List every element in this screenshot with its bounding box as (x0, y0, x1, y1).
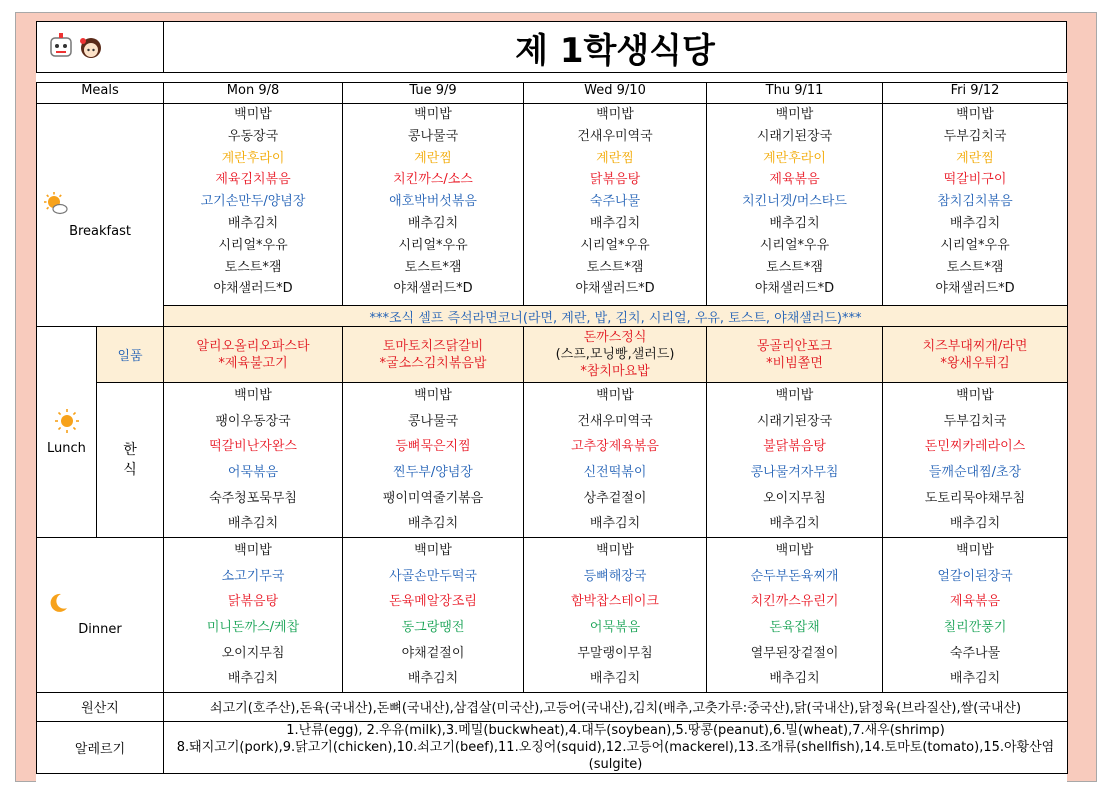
hansik-tue (343, 383, 524, 538)
ilpum-line: *왕새우튀김 (940, 355, 1010, 371)
menu-item: 배추김치 (769, 671, 820, 687)
dinner-row (37, 538, 1068, 693)
menu-item: 사골손만두떡국 (389, 568, 477, 584)
menu-item: 시래기된장국 (756, 413, 833, 429)
menu-item: 계란후라이 (221, 150, 285, 166)
menu-item: 야채샐러드*D (213, 281, 293, 297)
menu-item: 배추김치 (589, 516, 641, 532)
ilpum-line: *참치마요밥 (580, 364, 650, 379)
menu-item: 숙주나물 (589, 194, 641, 210)
hansik-thu (707, 383, 883, 538)
menu-item: 배추김치 (769, 215, 820, 231)
menu-item: 콩나물국 (407, 128, 459, 144)
menu-item: 불닭볶음탕 (763, 439, 826, 455)
menu-item: 백미밥 (956, 543, 994, 559)
robot-and-girl-logo-icon (47, 32, 107, 62)
menu-item: 백미밥 (775, 388, 814, 403)
ilpum-mon (164, 327, 343, 383)
day-header-fri: Fri 9/12 (883, 83, 1068, 104)
menu-item: 백미밥 (414, 543, 452, 559)
menu-sheet (36, 21, 1067, 785)
allergy-text (164, 721, 1068, 773)
menu-item: 무말랭이무침 (577, 645, 653, 661)
allergy-label: 알레르기 (37, 721, 164, 773)
menu-item: 백미밥 (775, 107, 814, 122)
dinner-tue-list (343, 538, 523, 692)
breakfast-mon-list (164, 104, 342, 300)
menu-item: 토스트*잼 (946, 259, 1004, 275)
menu-item: 신전떡볶이 (583, 465, 647, 481)
hansik-mon-list (164, 383, 342, 537)
breakfast-notice-row (37, 306, 1068, 327)
moon-icon (47, 592, 69, 614)
breakfast-wed (524, 104, 707, 306)
dinner-wed-list (524, 538, 706, 692)
ilpum-wed-lines (524, 329, 706, 380)
allergy-line-2: 8.돼지고기(pork),9.닭고기(chicken),10.쇠고기(beef),11.오징어(squid),12.고등어(mackerel),13.조개류(shellfish),14.토마토(tomato),15.아황산염(sulgite) (176, 739, 1055, 772)
menu-item: 돈민찌카레라이스 (924, 439, 1026, 455)
ilpum-tue (343, 327, 524, 383)
breakfast-tue (343, 104, 524, 306)
hansik-fri-list (883, 383, 1067, 537)
breakfast-label: Breakfast (69, 223, 131, 239)
menu-item: 도토리묵야채무침 (924, 490, 1026, 506)
hansik-label (97, 383, 164, 538)
menu-item: 백미밥 (414, 388, 452, 403)
menu-item: 함박찹스테이크 (571, 594, 659, 610)
menu-item: 계란찜 (414, 150, 452, 166)
menu-item: 오이지무침 (763, 490, 826, 506)
menu-item: 참치김치볶음 (937, 194, 1013, 210)
breakfast-thu (707, 104, 883, 306)
menu-item: 오이지무침 (221, 645, 285, 661)
day-header-wed: Wed 9/10 (524, 83, 707, 104)
menu-item: 계란후라이 (763, 150, 826, 166)
menu-item: 팽이우동장국 (215, 413, 291, 429)
ilpum-line: *제육불고기 (218, 355, 288, 371)
menu-item: 고기손만두/양념장 (200, 194, 306, 210)
breakfast-fri-list (883, 104, 1067, 300)
menu-item: 콩나물겨자무침 (750, 465, 839, 481)
menu-item: 백미밥 (596, 388, 634, 403)
menu-item: 치킨까스유린기 (750, 594, 839, 610)
allergy-line-1: 1.난류(egg), 2.우유(milk),3.메밀(buckwheat),4.대두(soybean),5.땅콩(peanut),6.밀(wheat),7.새우(shrimp) (286, 722, 945, 738)
menu-item: 백미밥 (234, 543, 272, 559)
menu-item: 닭볶음탕 (589, 172, 641, 188)
breakfast-tue-list (343, 104, 523, 300)
menu-item: 토스트*잼 (224, 259, 282, 275)
menu-item: 배추김치 (589, 215, 641, 231)
menu-item: 미니돈까스/케찹 (206, 619, 300, 635)
ilpum-line: 치즈부대찌개/라면 (922, 338, 1028, 354)
menu-item: 치킨너겟/머스타드 (742, 194, 847, 210)
menu-item: 건새우미역국 (577, 128, 653, 144)
menu-item: 돈육잡채 (769, 619, 820, 635)
dinner-tue (343, 538, 524, 693)
hansik-tue-list (343, 383, 523, 537)
menu-item: 토스트*잼 (766, 259, 823, 275)
ilpum-line: (스프,모닝빵,샐러드) (555, 347, 675, 362)
hansik-label-1: 한 (123, 442, 137, 459)
menu-item: 돈육메알장조림 (389, 594, 477, 610)
menu-item: 배추김치 (407, 671, 459, 687)
menu-item: 상추겉절이 (583, 490, 647, 506)
dinner-thu-list (707, 538, 882, 692)
breakfast-thu-list (707, 104, 882, 300)
menu-item: 백미밥 (775, 543, 814, 559)
menu-item: 배추김치 (949, 671, 1001, 687)
menu-item: 애호박버섯볶음 (389, 194, 477, 210)
menu-item: 얼갈이된장국 (937, 568, 1013, 584)
menu-item: 등뼈해장국 (583, 568, 647, 584)
menu-item: 어묵볶음 (227, 465, 279, 481)
menu-item: 백미밥 (414, 107, 452, 122)
menu-item: 야채샐러드*D (393, 281, 473, 297)
menu-item: 백미밥 (234, 388, 272, 403)
sun-icon (55, 409, 79, 433)
menu-item: 배추김치 (949, 516, 1001, 532)
menu-item: 야채샐러드*D (754, 281, 835, 297)
menu-item: 백미밥 (956, 107, 994, 122)
hansik-mon (164, 383, 343, 538)
menu-item: 배추김치 (407, 516, 459, 532)
menu-item: 열무된장겉절이 (750, 645, 839, 661)
lunch-label: Lunch (47, 440, 86, 456)
menu-item: 떡갈비구이 (943, 172, 1007, 188)
hansik-thu-list (707, 383, 882, 537)
menu-item: 토스트*잼 (586, 259, 644, 275)
page-title: 제 1학생식당 (515, 30, 715, 71)
ilpum-fri-lines (883, 338, 1067, 372)
menu-item: 팽이미역줄기볶음 (382, 490, 484, 506)
menu-item: 백미밥 (956, 388, 994, 403)
menu-item: 토스트*잼 (404, 259, 462, 275)
menu-item: 계란찜 (956, 150, 994, 166)
origin-row (37, 692, 1068, 721)
dinner-mon-list (164, 538, 342, 692)
menu-item: 백미밥 (234, 107, 272, 122)
menu-item: 야채샐러드*D (575, 281, 655, 297)
menu-item: 숙주나물 (949, 645, 1001, 661)
menu-item: 콩나물국 (407, 413, 459, 429)
ilpum-line: 토마토치즈닭갈비 (382, 338, 484, 354)
lunch-ilpum-row (37, 327, 1068, 383)
breakfast-self-corner-notice: ***조식 셀프 즉석라면코너(라면, 계란, 밥, 김치, 시리얼, 우유, 토스트, 야채샐러드)*** (164, 306, 1068, 327)
menu-item: 배추김치 (227, 215, 279, 231)
dinner-fri-list (883, 538, 1067, 692)
breakfast-label-cell (37, 104, 164, 327)
menu-item: 제육김치볶음 (215, 172, 291, 188)
menu-item: 배추김치 (227, 516, 279, 532)
ilpum-label: 일품 (97, 327, 164, 383)
day-header-thu: Thu 9/11 (707, 83, 883, 104)
title-bar (36, 21, 1067, 73)
menu-item: 시리얼*우유 (218, 237, 288, 253)
breakfast-mon (164, 104, 343, 306)
dinner-thu (707, 538, 883, 693)
weekly-menu-table (36, 82, 1068, 774)
day-header-tue: Tue 9/9 (343, 83, 524, 104)
menu-item: 등뼈묵은지찜 (395, 439, 471, 455)
menu-item: 배추김치 (769, 516, 820, 532)
ilpum-line: 몽골리안포크 (756, 338, 833, 354)
menu-item: 건새우미역국 (577, 413, 653, 429)
dinner-wed (524, 538, 707, 693)
menu-item: 제육볶음 (769, 172, 820, 188)
logo-cell (37, 22, 164, 72)
dinner-label: Dinner (78, 622, 122, 638)
day-header-mon: Mon 9/8 (164, 83, 343, 104)
menu-item: 배추김치 (227, 671, 279, 687)
menu-item: 소고기무국 (221, 568, 285, 584)
menu-item: 시리얼*우유 (759, 237, 830, 253)
menu-item: 두부김치국 (943, 128, 1007, 144)
menu-item: 순두부돈육찌개 (750, 568, 839, 584)
menu-item: 어묵볶음 (589, 619, 641, 635)
ilpum-tue-lines (343, 338, 523, 372)
origin-text: 쇠고기(호주산),돈육(국내산),돈뼈(국내산),삼겹살(미국산),고등어(국내산),김치(배추,고춧가루:중국산),닭(국내산),닭정육(브라질산),쌀(국내산) (164, 692, 1068, 721)
breakfast-fri (883, 104, 1068, 306)
ilpum-fri (883, 327, 1068, 383)
dinner-fri (883, 538, 1068, 693)
menu-item: 배추김치 (949, 215, 1001, 231)
menu-item: 제육볶음 (949, 594, 1001, 610)
origin-label: 원산지 (37, 692, 164, 721)
menu-item: 배추김치 (589, 671, 641, 687)
ilpum-line: *비빔쫄면 (766, 355, 823, 371)
menu-item: 찐두부/양념장 (393, 465, 473, 481)
menu-item: 백미밥 (596, 543, 634, 559)
dinner-mon (164, 538, 343, 693)
allergy-row (37, 721, 1068, 773)
menu-item: 들깨순대찜/초장 (928, 465, 1022, 481)
menu-item: 숙주청포묵무침 (209, 490, 297, 506)
menu-item: 고추장제육볶음 (571, 439, 659, 455)
menu-item: 떡갈비난자완스 (209, 439, 297, 455)
menu-item: 계란찜 (596, 150, 634, 166)
lunch-label-cell (37, 327, 97, 538)
menu-item: 닭볶음탕 (227, 594, 279, 610)
menu-item: 백미밥 (596, 107, 634, 122)
ilpum-mon-lines (164, 338, 342, 372)
header-row (37, 83, 1068, 104)
menu-item: 시래기된장국 (756, 128, 833, 144)
meals-header: Meals (37, 83, 164, 104)
ilpum-wed (524, 327, 707, 383)
hansik-label-2: 식 (123, 462, 137, 479)
hansik-fri (883, 383, 1068, 538)
menu-item: 시리얼*우유 (580, 237, 650, 253)
menu-item: 칠리깐풍기 (943, 619, 1007, 635)
menu-item: 시리얼*우유 (940, 237, 1010, 253)
lunch-hansik-row (37, 383, 1068, 538)
menu-item: 치킨까스/소스 (393, 172, 473, 188)
ilpum-thu-lines (707, 338, 882, 372)
menu-item: 야채겉절이 (401, 645, 465, 661)
hansik-wed (524, 383, 707, 538)
dinner-label-cell (37, 538, 164, 693)
ilpum-thu (707, 327, 883, 383)
menu-item: 배추김치 (407, 215, 459, 231)
hansik-wed-list (524, 383, 706, 537)
menu-page (15, 12, 1097, 782)
menu-item: 동그랑땡전 (401, 619, 465, 635)
ilpum-line: 알리오올리오파스타 (196, 338, 310, 354)
ilpum-line: 돈까스정식 (583, 330, 647, 345)
menu-item: 두부김치국 (943, 413, 1007, 429)
sun-cloud-icon (43, 192, 69, 216)
ilpum-line: *굴소스김치볶음밥 (379, 355, 487, 371)
menu-item: 시리얼*우유 (398, 237, 468, 253)
menu-item: 우동장국 (227, 128, 279, 144)
breakfast-row (37, 104, 1068, 306)
menu-item: 야채샐러드*D (935, 281, 1015, 297)
breakfast-wed-list (524, 104, 706, 300)
